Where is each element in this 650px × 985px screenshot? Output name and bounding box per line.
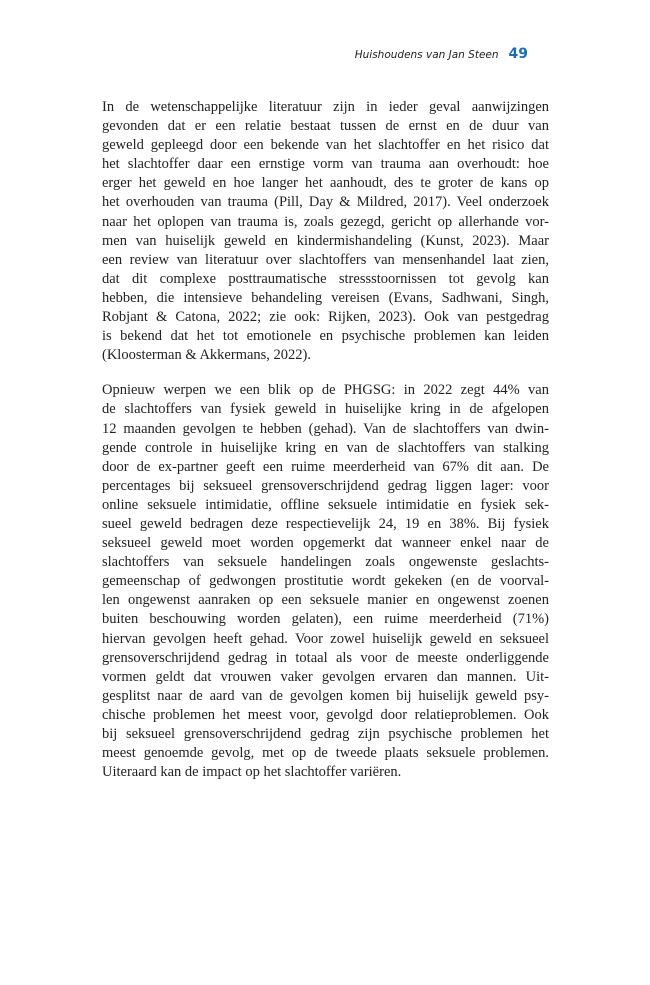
text-line: percentages bij seksueel grensoverschrijdend gedrag liggen lager: voor [102,477,549,494]
text-line: 12 maanden gevolgen te hebben (gehad). Van de slachtoffers van dwin- [102,420,549,437]
text-line: sueel geweld bedragen deze respectievelijk 24, 19 en 38%. Bij fysiek [102,515,549,532]
text-line: gesplitst naar de aard van de gevolgen komen bij huiselijk geweld psy- [102,687,549,704]
text-line: grensoverschrijdend gedrag in totaal als voor de meeste onderliggende [102,649,549,666]
paragraph [102,381,549,782]
text-line: hiervan gevolgen heeft gehad. Voor zowel huiselijk geweld en seksueel [102,630,549,647]
text-line: len ongewenst aanraken op een seksuele manier en ongewenst zoenen [102,592,549,609]
text-line: men van huiselijk geweld en kindermishandeling (Kunst, 2023). Maar [102,232,549,249]
text-line: is bekend dat het tot emotionele en psychische problemen kan leiden [102,328,549,345]
text-line: dat dit complexe posttraumatische stressstoornissen tot gevolg kan [102,270,549,287]
text-line: bij seksueel grensoverschrijdend gedrag zijn psychische problemen het [102,726,549,742]
paragraph [102,98,549,365]
text-line: naar het oplopen van trauma is, zoals gezegd, gericht op allerhande vor- [102,213,549,230]
text-line: chische problemen het meest voor, gevolgd door relatieproblemen. Ook [102,706,549,723]
running-title: Huishoudens van Jan Steen [354,49,499,61]
text-line: hebben, die intensieve behandeling vereisen (Evans, Sadhwani, Singh, [102,289,549,306]
text-line: Uiteraard kan de impact op het slachtoffer variëren. [102,764,402,781]
text-line: Opnieuw werpen we een blik op de PHGSG: in 2022 zegt 44% van [102,382,549,399]
text-line: (Kloosterman & Akkermans, 2022). [102,347,312,364]
text-line: geweld gepleegd door een bekende van het slachtoffer en het risico dat [102,137,549,154]
text-line: In de wetenschappelijke literatuur zijn in ieder geval aanwijzingen [102,99,549,115]
text-line: slachtoffers van seksuele handelingen zoals ongewenste geslachts- [102,554,549,571]
text-line: de slachtoffers van fysiek geweld in huiselijke kring in de afgelopen [102,401,549,418]
text-line: het overhouden van trauma (Pill, Day & Mildred, 2017). Veel onderzoek [102,194,549,211]
text-line: gevonden dat er een relatie bestaat tussen de ernst en de duur van [102,118,549,135]
text-line: een review van literatuur over slachtoffers van mensenhandel laat zien, [102,251,549,268]
text-line: gende controle in huiselijke kring en van de slachtoffers van stalking [102,439,549,456]
page-number: 49 [508,46,528,62]
text-line: buiten beschouwing worden gelaten), een ruime meerderheid (71%) [102,611,549,628]
text-line: Robjant & Catona, 2022; zie ook: Rijken, 2023). Ook van pestgedrag [102,309,549,326]
text-line: erger het geweld en hoe langer het aanhoudt, des te groter de kans op [102,175,549,192]
text-line: vormen geldt dat vrouwen vaker gevolgen ervaren dan mannen. Uit- [102,668,549,685]
text-line: het slachtoffer daar een ernstige vorm van trauma aan overhoudt: hoe [102,156,549,173]
text-line: seksueel geweld moet worden opgemerkt dat wanneer enkel naar de [102,535,549,552]
text-line: gemeenschap of gedwongen prostitutie wordt gekeken (en de voorval- [102,573,549,590]
text-line: online seksuele intimidatie, offline seksuele intimidatie en fysiek sek- [102,496,549,513]
text-line: meest genoemde gevolg, met op de tweede plaats seksuele problemen. [102,745,549,762]
body-text [102,98,549,798]
running-head [355,46,528,62]
text-line: door de ex-partner geeft een ruime meerderheid van 67% dit aan. De [102,458,549,475]
